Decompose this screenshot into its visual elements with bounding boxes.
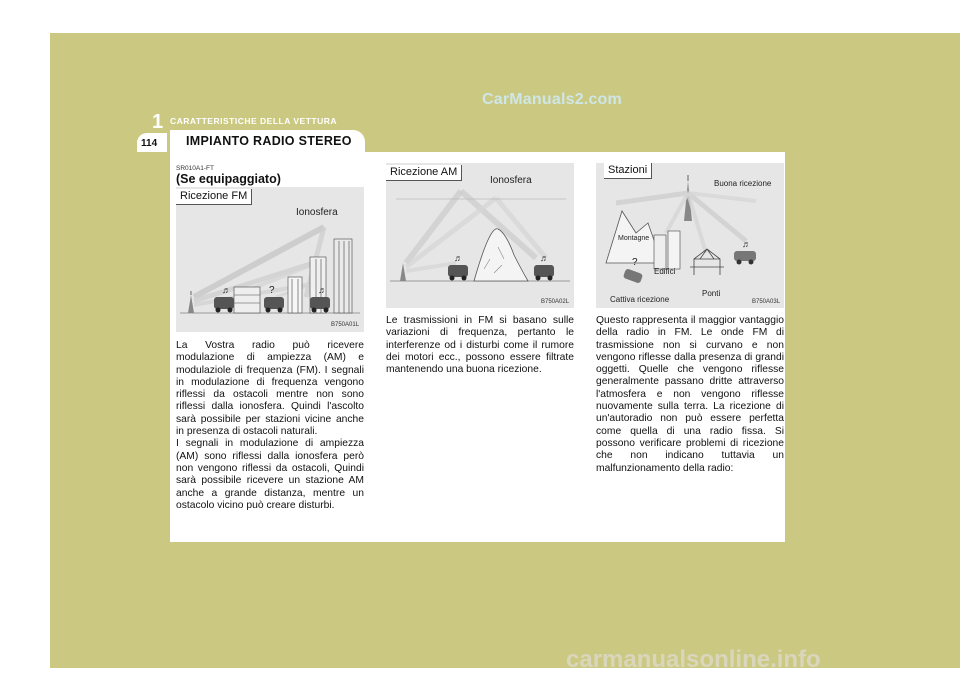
figure-label: Stazioni [604, 163, 652, 179]
bridge-icon [690, 249, 724, 275]
section-code: SR010A1-FT [176, 165, 214, 172]
paragraph: I segnali in modulazione di ampiezza (AM) sono riflessi dalla ionosfera però non vengono riflessi da ostacoli, Quindi sarà possibile ricevere un stazione AM anche a grande distanza, mentre un ostacolo vicino può creare disturbi. [176, 438, 364, 511]
figure-code: B750A03L [752, 299, 781, 305]
paragraph: Questo rappresenta il maggior vantaggio della radio in FM. Le onde FM di trasmissione non si curvano e non vengono riflesse dalla presenza di grandi oggetti. Quelle che vengono riflesse generalmente passano dritte attraverso l'atmosfera e non vengono riflesse nuovamente sulla terra. La ricezione di un'autoradio non può essere perfetta come quella di una radio fissa. Si possono verificare problemi di ricezione che non indicano tuttavia un malfunzionamento della radio: [596, 315, 784, 474]
music-note-icon [742, 239, 751, 249]
figure-label: Ricezione FM [176, 189, 252, 205]
buildings-label: Edifici [654, 267, 676, 276]
figure-code: B750A02L [541, 299, 570, 305]
mountain-icon [474, 229, 528, 281]
bridges-label: Ponti [702, 289, 721, 298]
watermark-top[interactable]: CarManuals2.com [482, 91, 622, 108]
chapter-title: CARATTERISTICHE DELLA VETTURA [170, 116, 338, 126]
svg-text:♬: ♬ [742, 239, 751, 249]
subheading: (Se equipaggiato) [176, 172, 281, 186]
paragraph: La Vostra radio può ricevere modulazione di ampiezza (AM) e modulaziole di frequenza (FM). I segnali in modulazione di frequenza vengono riflessi da ostacoli mentre non sono riflessi dalla ionosfera. Quindi l'ascolto sarà possibile per stazioni vicine anche in presenza di ostacoli naturali. [176, 340, 364, 438]
bad-reception-label: Cattiva ricezione [610, 295, 670, 304]
watermark-bottom[interactable]: carmanualsonline.info [566, 646, 821, 673]
svg-text:♬: ♬ [454, 253, 463, 263]
svg-text:♬: ♬ [222, 285, 231, 295]
stations-figure [596, 163, 784, 308]
paragraph: Le trasmissioni in FM si basano sulle variazioni di frequenza, pertanto le interferenze od i disturbi come il rumore dei motori ecc., possono essere filtrate mantenendo una buona ricezione. [386, 315, 574, 376]
buildings-icon [234, 239, 352, 313]
mountains-label: Montagne [618, 235, 650, 242]
ionosphere-label: Ionosfera [490, 175, 532, 186]
car-icon [214, 297, 330, 313]
figure-code: B750A01L [331, 322, 360, 328]
figure-label: Ricezione AM [386, 165, 462, 181]
am-reception-figure [386, 163, 574, 308]
svg-text:♬: ♬ [318, 285, 327, 295]
am-illustration [386, 163, 574, 308]
building-icon [654, 231, 680, 269]
svg-text:♬: ♬ [540, 253, 549, 263]
question-mark: ? [632, 257, 638, 268]
question-mark: ? [269, 285, 275, 296]
column3-text [596, 315, 784, 475]
column1-text [176, 340, 364, 512]
chapter-number: 1 [152, 111, 164, 133]
good-reception-label: Buona ricezione [714, 179, 772, 188]
page-number: 114 [141, 138, 158, 149]
column2-text [386, 315, 574, 376]
ionosphere-label: Ionosfera [296, 207, 338, 218]
fm-reception-figure [176, 187, 364, 332]
section-title: IMPIANTO RADIO STEREO [186, 134, 352, 148]
